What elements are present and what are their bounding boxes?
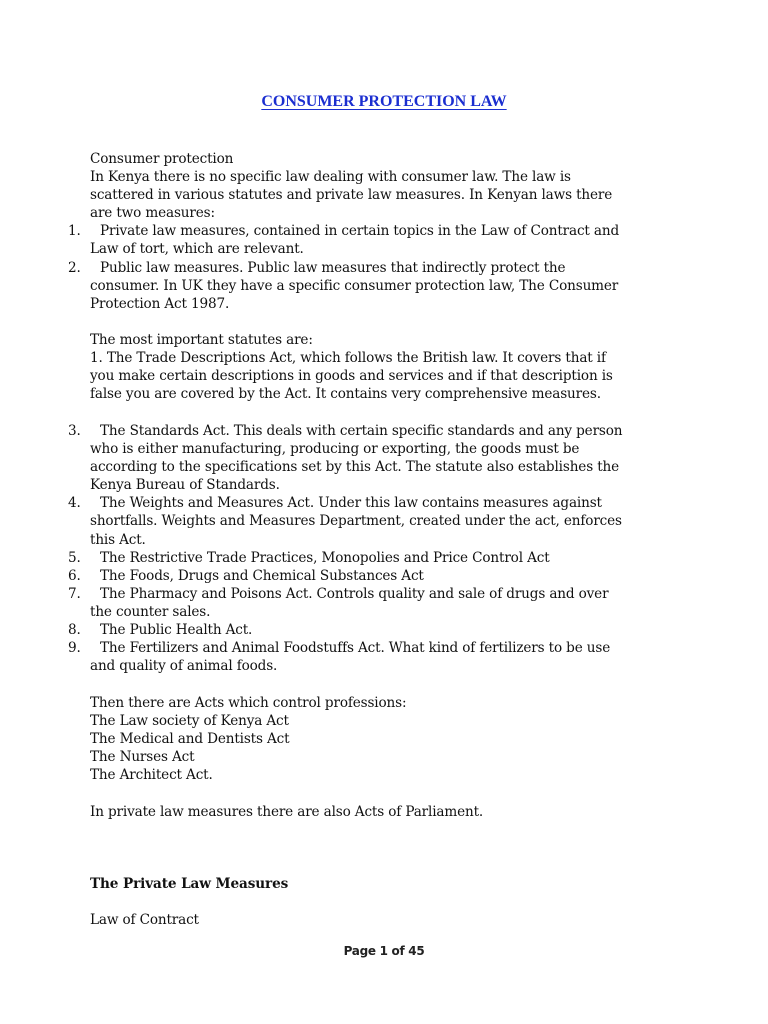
page-number: Page 1 of 45: [343, 944, 425, 958]
list-item-statute-5: [68, 549, 680, 567]
list-item-measure-2: [68, 259, 680, 313]
profession-act: The Law society of Kenya Act: [90, 713, 289, 730]
list-item-statute-4: [68, 494, 680, 548]
statutes-list: [68, 422, 680, 675]
statute-one-line: you make certain descriptions in goods and services and if that description is: [90, 368, 613, 385]
list-item-text: The Standards Act. This deals with certain specific standards and any person: [100, 423, 623, 439]
list-item-statute-7: [68, 585, 680, 621]
profession-act: The Medical and Dentists Act: [90, 731, 290, 748]
list-item-text: The Fertilizers and Animal Foodstuffs Act. What kind of fertilizers to be use: [100, 640, 611, 657]
statute-one-line: false you are covered by the Act. It contains very comprehensive measures.: [90, 386, 601, 403]
list-item-statute-3: [68, 422, 680, 494]
intro-line: scattered in various statutes and private law measures. In Kenyan laws there: [90, 187, 613, 204]
list-item-text: Kenya Bureau of Standards.: [90, 477, 280, 494]
list-item-statute-8: [68, 621, 680, 639]
list-number: 4.: [68, 495, 81, 512]
list-item-statute-9: [68, 639, 680, 675]
section-heading: The Private Law Measures: [90, 876, 289, 892]
list-item-text: The Public Health Act.: [100, 622, 253, 639]
list-number: 2.: [68, 259, 81, 276]
list-item-text: Public law measures. Public law measures that indirectly protect the: [100, 259, 566, 276]
profession-act: The Nurses Act: [90, 749, 195, 766]
statutes-heading: The most important statutes are:: [90, 332, 313, 348]
list-item-text: The Restrictive Trade Practices, Monopolies and Price Control Act: [100, 549, 550, 566]
document-title: CONSUMER PROTECTION LAW: [261, 93, 507, 110]
list-item-text: The Pharmacy and Poisons Act. Controls quality and sale of drugs and over: [100, 585, 609, 602]
statutes-intro-block: [90, 331, 680, 403]
intro-block: [68, 150, 680, 313]
list-item-text: Private law measures, contained in certain topics in the Law of Contract and: [100, 223, 620, 240]
intro-line: In Kenya there is no specific law dealing with consumer law. The law is: [90, 169, 571, 186]
statute-one-line: 1. The Trade Descriptions Act, which follows the British law. It covers that if: [90, 350, 606, 367]
professions-block: [90, 694, 680, 784]
list-item-statute-6: [68, 567, 680, 585]
list-item-text: Protection Act 1987.: [90, 295, 230, 312]
subsection: [90, 911, 680, 929]
list-item-text: and quality of animal foods.: [90, 658, 278, 675]
professions-heading: Then there are Acts which control professions:: [90, 695, 407, 711]
list-item-measure-1: [68, 222, 680, 258]
intro-line: are two measures:: [90, 205, 215, 222]
list-item-text: according to the specifications set by this Act. The statute also establishes the: [90, 459, 620, 476]
list-number: 9.: [68, 640, 81, 657]
private-note-text: In private law measures there are also Acts of Parliament.: [90, 804, 484, 820]
list-number: 5.: [68, 549, 81, 566]
list-item-text: Law of tort, which are relevant.: [90, 241, 304, 258]
list-number: 1.: [68, 223, 81, 240]
list-item-text: consumer. In UK they have a specific consumer protection law, The Consumer: [90, 277, 619, 294]
intro-line: Consumer protection: [90, 151, 234, 167]
private-note: [90, 803, 680, 821]
list-item-text: this Act.: [90, 531, 146, 548]
list-item-text: The Foods, Drugs and Chemical Substances Act: [100, 567, 424, 584]
list-number: 6.: [68, 567, 81, 584]
list-item-text: The Weights and Measures Act. Under this law contains measures against: [100, 495, 602, 512]
profession-act: The Architect Act.: [90, 767, 213, 784]
list-item-text: who is either manufacturing, producing or exporting, the goods must be: [90, 441, 580, 458]
list-number: 8.: [68, 622, 81, 639]
list-number: 3.: [68, 423, 81, 439]
list-item-text: shortfalls. Weights and Measures Department, created under the act, enforces: [90, 513, 622, 530]
list-number: 7.: [68, 585, 81, 602]
list-item-text: the counter sales.: [90, 603, 211, 620]
subsection-text: Law of Contract: [90, 912, 199, 928]
